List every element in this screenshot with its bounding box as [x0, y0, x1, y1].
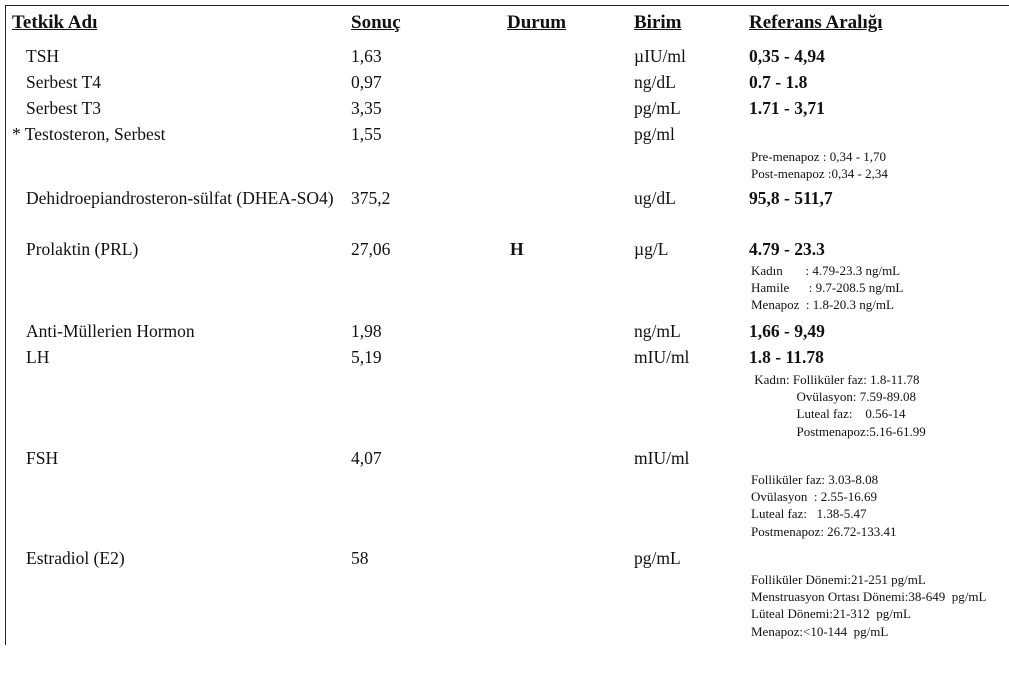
test-result: 58	[351, 548, 369, 568]
reference-range: 0.7 - 1.8	[749, 72, 808, 92]
reference-range: 95,8 - 511,7	[749, 188, 833, 208]
test-name: TSH	[26, 46, 60, 66]
top-border	[5, 5, 1009, 6]
header-reference: Referans Aralığı	[749, 12, 883, 33]
reference-note: Luteal faz: 1.38-5.47	[751, 506, 867, 521]
reference-note: Kadın: Folliküler faz: 1.8-11.78	[751, 372, 920, 387]
test-name: Serbest T4	[26, 72, 102, 92]
reference-range: 0,35 - 4,94	[749, 46, 825, 66]
test-unit: µg/L	[634, 239, 669, 259]
test-result: 1,98	[351, 321, 382, 341]
reference-note: Luteal faz: 0.56-14	[751, 406, 906, 421]
test-name: Estradiol (E2)	[26, 548, 125, 568]
test-unit: mIU/ml	[634, 347, 690, 367]
reference-note: Hamile : 9.7-208.5 ng/mL	[751, 280, 904, 295]
test-result: 1,63	[351, 46, 382, 66]
reference-note: Postmenapoz:5.16-61.99	[751, 424, 926, 439]
reference-note: Pre-menapoz : 0,34 - 1,70	[751, 149, 887, 164]
test-name: FSH	[26, 448, 59, 468]
reference-note: Menapoz:<10-144 pg/mL	[751, 624, 889, 639]
test-unit: ng/dL	[634, 72, 676, 92]
status-flag: H	[510, 239, 524, 259]
test-unit: pg/mL	[634, 98, 681, 118]
test-result: 0,97	[351, 72, 382, 92]
test-name: Serbest T3	[26, 98, 102, 118]
test-unit: µIU/ml	[634, 46, 686, 66]
header-status: Durum	[507, 12, 567, 33]
reference-note: Menstruasyon Ortası Dönemi:38-649 pg/mL	[751, 589, 987, 604]
test-unit: pg/ml	[634, 124, 675, 144]
reference-note: Folliküler faz: 3.03-8.08	[751, 472, 879, 487]
test-name: LH	[26, 347, 50, 367]
reference-note: Postmenapoz: 26.72-133.41	[751, 524, 897, 539]
header-test-name: Tetkik Adı	[12, 12, 98, 33]
test-result: 375,2	[351, 188, 391, 208]
reference-range: 1.71 - 3,71	[749, 98, 825, 118]
test-result: 27,06	[351, 239, 391, 259]
test-result: 3,35	[351, 98, 382, 118]
reference-range: 1,66 - 9,49	[749, 321, 825, 341]
test-result: 5,19	[351, 347, 382, 367]
test-name: Dehidroepiandrosteron-sülfat (DHEA-SO4)	[26, 188, 334, 208]
reference-range: 4.79 - 23.3	[749, 239, 825, 259]
reference-note: Lüteal Dönemi:21-312 pg/mL	[751, 606, 911, 621]
test-unit: ug/dL	[634, 188, 676, 208]
left-border	[5, 5, 6, 645]
reference-note: Folliküler Dönemi:21-251 pg/mL	[751, 572, 926, 587]
header-result: Sonuç	[351, 12, 401, 33]
reference-note: Menapoz : 1.8-20.3 ng/mL	[751, 297, 894, 312]
test-unit: mIU/ml	[634, 448, 690, 468]
reference-range: 1.8 - 11.78	[749, 347, 824, 367]
test-name: Anti-Müllerien Hormon	[26, 321, 195, 341]
reference-note: Ovülasyon : 2.55-16.69	[751, 489, 878, 504]
reference-note: Ovülasyon: 7.59-89.08	[751, 389, 917, 404]
test-unit: pg/mL	[634, 548, 681, 568]
header-unit: Birim	[634, 12, 682, 33]
test-result: 4,07	[351, 448, 382, 468]
test-unit: ng/mL	[634, 321, 681, 341]
reference-note: Kadın : 4.79-23.3 ng/mL	[751, 263, 901, 278]
test-result: 1,55	[351, 124, 382, 144]
reference-note: Post-menapoz :0,34 - 2,34	[751, 166, 888, 181]
test-name: Prolaktin (PRL)	[26, 239, 139, 259]
test-name: * Testosteron, Serbest	[12, 124, 166, 144]
